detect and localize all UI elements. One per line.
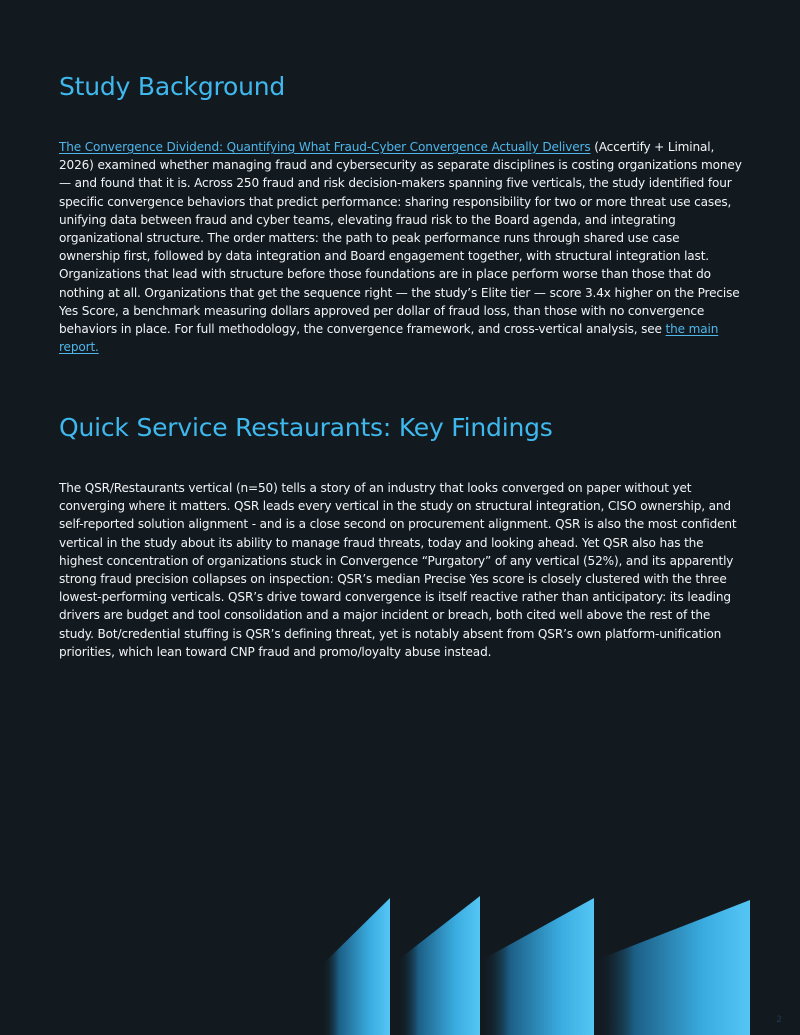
decor-bar-4	[596, 900, 750, 1035]
page-number: 2	[776, 1015, 782, 1025]
qsr-findings-paragraph: The QSR/Restaurants vertical (n=50) tells a story of an industry that looks converged on paper without yet converging where it matters. QSR leads every vertical in the study on structural integration, CISO ownership, and self-reported solution alignment - and is a close second on procurement alignment. QSR is also the most confident vertical in the study about its ability to manage fraud threats, today and looking ahead. Yet QSR also has the highest concentration of organizations stuck in Convergence “Purgatory” of any vertical (52%), and its apparently strong fraud precision collapses on inspection: QSR’s median Precise Yes score is closely clustered with the three lowest-performing verticals. QSR’s drive toward convergence is itself reactive rather than anticipatory: its leading drivers are budget and tool consolidation and a major incident or breach, both cited well above the rest of the study. Bot/credential stuffing is QSR’s defining threat, yet is notably absent from QSR’s own platform-unification priorities, which lean toward CNP fraud and promo/loyalty abuse instead.	[59, 481, 737, 659]
study-background-body: (Accertify + Liminal, 2026) examined whether managing fraud and cybersecurity as separate disciplines is costing organizations money — and found that it is. Across 250 fraud and risk decision-makers spanning five verticals, the study identified four specific convergence behaviors that predict performance: sharing responsibility for two or more threat use cases, unifying data between fraud and cyber teams, elevating fraud risk to the Board agenda, and integrating organizational structure. The order matters: the path to peak performance runs through shared use case ownership first, followed by data integration and Board engagement together, with structural integration last. Organizations that lead with structure before those foundations are in place perform worse than those that do nothing at all. Organizations that get the sequence right — the study’s Elite tier — score 3.4x higher on the Precise Yes Score, a benchmark measuring dollars approved per dollar of fraud loss, than those with no convergence behaviors in place. For full methodology, the convergence framework, and cross-vertical analysis, see	[59, 140, 742, 337]
decor-bar-3	[482, 898, 594, 1035]
main-report-link[interactable]: the main report.	[59, 322, 719, 355]
section-title-study-background: Study Background	[59, 72, 286, 101]
section-title-qsr-key-findings: Quick Service Restaurants: Key Findings	[59, 413, 553, 442]
convergence-dividend-report-link[interactable]: The Convergence Dividend: Quantifying What Fraud-Cyber Convergence Actually Delivers	[59, 140, 591, 154]
decor-bar-2	[398, 896, 480, 1035]
decor-bar-1	[322, 898, 390, 1035]
